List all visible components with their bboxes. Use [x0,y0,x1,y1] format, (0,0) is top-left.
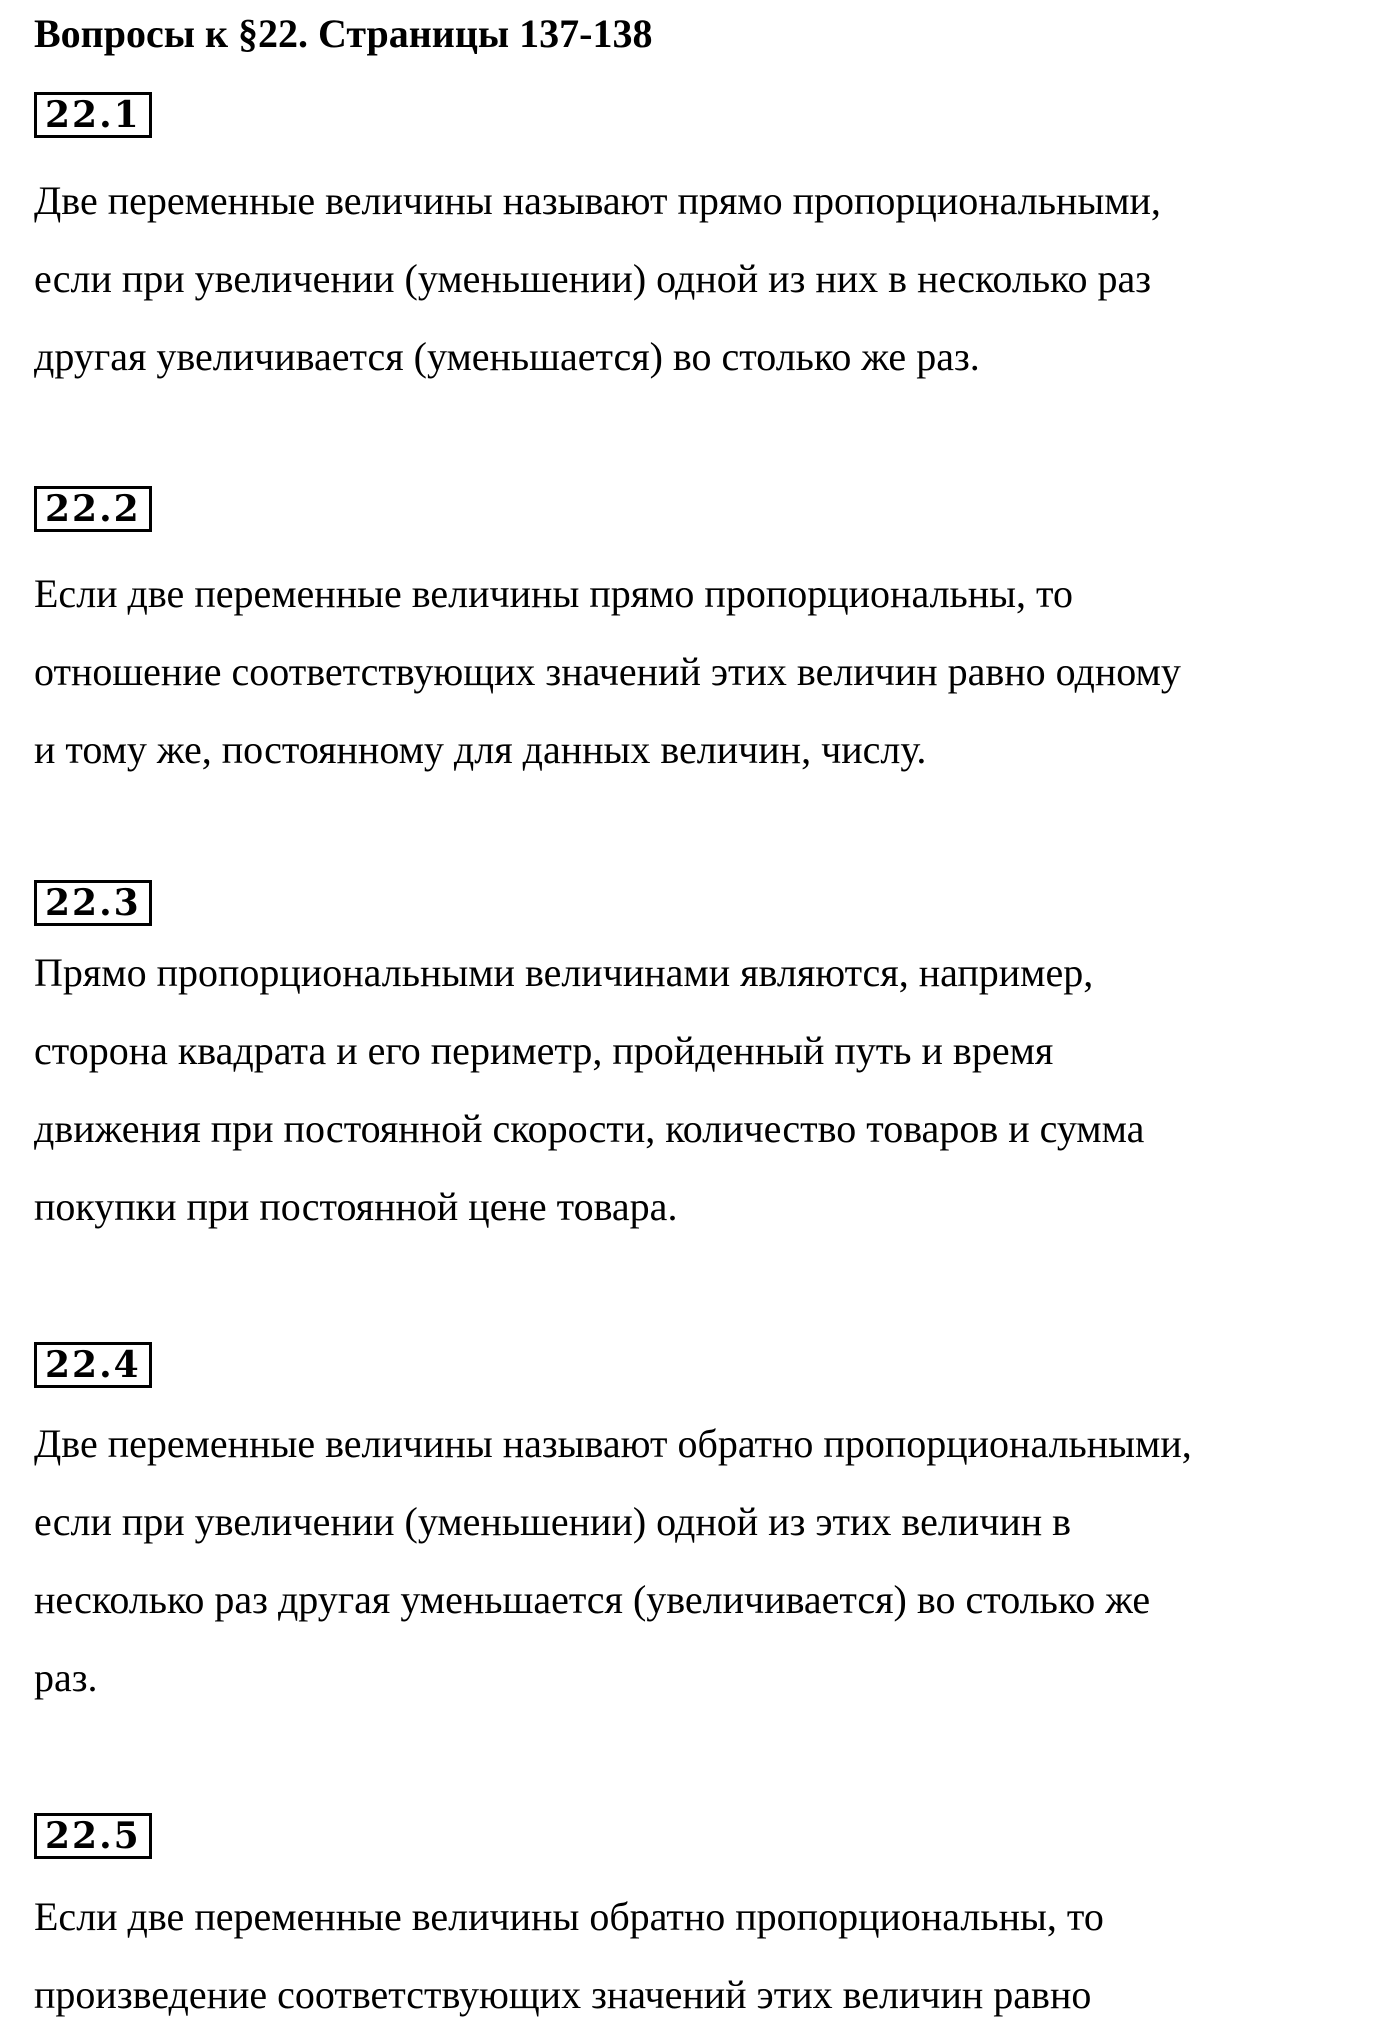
page-title: Вопросы к §22. Страницы 137-138 [34,11,653,56]
answer-22-4 [34,1405,1192,1717]
answer-line: другая увеличивается (уменьшается) во столько же раз. [34,334,980,379]
question-number-22-3: 22.3 [34,880,152,926]
answer-line: несколько раз другая уменьшается (увеличивается) во столько же [34,1577,1151,1622]
question-number-22-1: 22.1 [34,92,152,138]
answer-22-5 [34,1878,1104,2034]
answer-line: если при увеличении (уменьшении) одной из них в несколько раз [34,256,1152,301]
answer-line: покупки при постоянной цене товара. [34,1184,678,1229]
answer-22-2 [34,555,1181,789]
answer-22-3 [34,934,1144,1246]
answer-line: сторона квадрата и его периметр, пройденный путь и время [34,1028,1054,1073]
question-number-22-5: 22.5 [34,1813,152,1859]
answer-line: Если две переменные величины обратно пропорциональны, то [34,1894,1104,1939]
question-number-22-2: 22.2 [34,486,152,532]
answer-line: Если две переменные величины прямо пропорциональны, то [34,571,1074,616]
answer-line: Две переменные величины называют обратно пропорциональными, [34,1421,1192,1466]
answer-line: раз. [34,1655,98,1700]
answer-line: Две переменные величины называют прямо пропорциональными, [34,178,1161,223]
answer-line: Прямо пропорциональными величинами являются, например, [34,950,1094,995]
answer-line: если при увеличении (уменьшении) одной из этих величин в [34,1499,1072,1544]
answer-22-1 [34,162,1161,396]
answer-line: отношение соответствующих значений этих величин равно одному [34,649,1181,694]
answer-line: и тому же, постоянному для данных величин, числу. [34,727,927,772]
answer-line: движения при постоянной скорости, количество товаров и сумма [34,1106,1145,1151]
question-number-22-4: 22.4 [34,1342,152,1388]
answer-line: произведение соответствующих значений этих величин равно [34,1972,1092,2017]
